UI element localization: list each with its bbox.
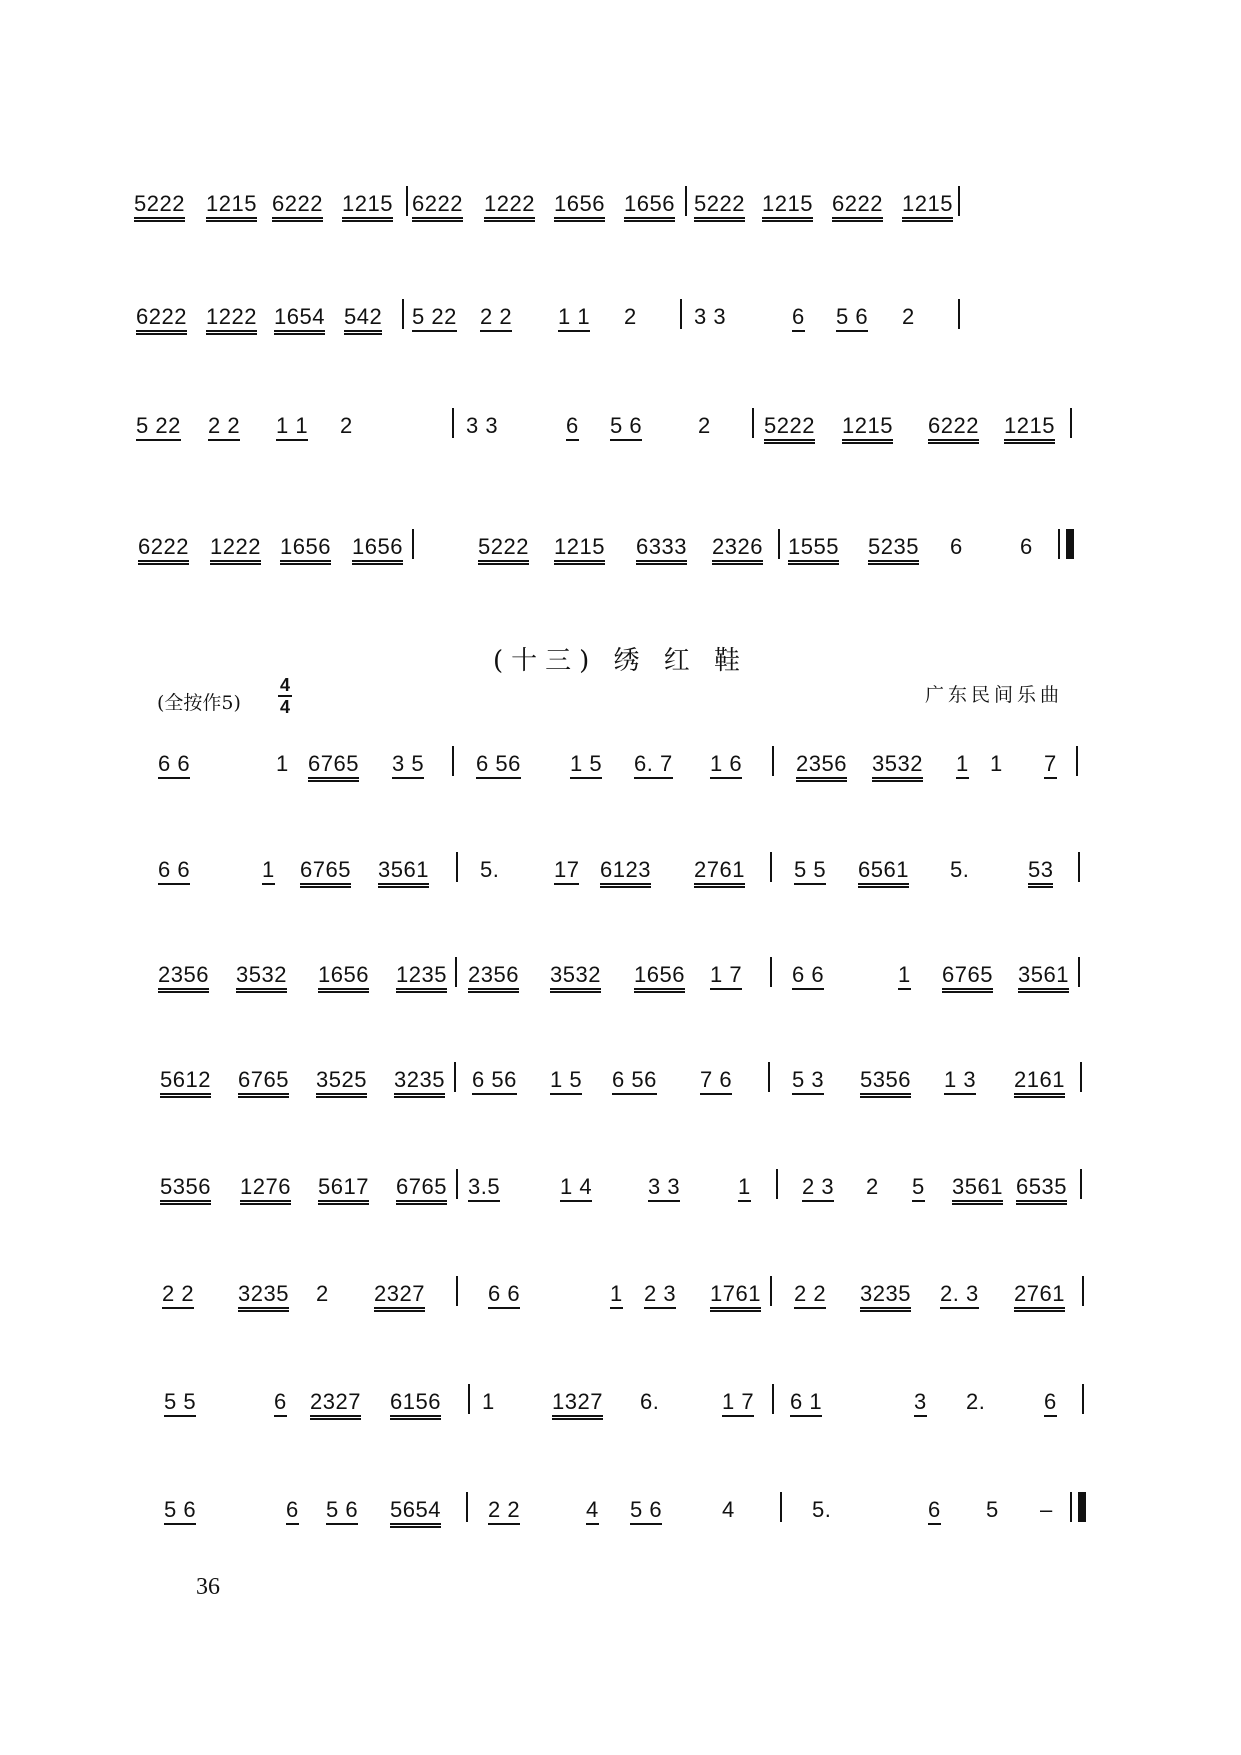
note-group: 3 3 — [694, 304, 727, 329]
note-group: 6. — [640, 1389, 660, 1414]
notation-line — [150, 752, 1090, 792]
note-group: 2761 — [1014, 1282, 1065, 1312]
note-group: 53 — [1028, 858, 1053, 888]
note-group: 6 1 — [790, 1390, 822, 1417]
note-group: 6. 7 — [634, 752, 673, 779]
note-group: 1215 — [554, 535, 605, 565]
note-group: 1 4 — [560, 1175, 592, 1202]
note-group: 3525 — [316, 1068, 367, 1098]
note-group: 5222 — [134, 192, 185, 222]
note-group: 1 — [610, 1282, 623, 1309]
bar-line — [770, 852, 772, 882]
note-group: 5222 — [478, 535, 529, 565]
note-group: 6222 — [138, 535, 189, 565]
note-group: 5 5 — [794, 858, 826, 885]
bar-line — [1076, 746, 1078, 776]
note-group: 3 3 — [648, 1175, 680, 1202]
bar-line — [455, 957, 457, 987]
notation-line — [150, 1498, 1090, 1538]
note-group: 2 2 — [162, 1282, 194, 1309]
note-group: 2 — [902, 304, 915, 329]
note-group: 4 — [586, 1498, 599, 1525]
note-group: 3 3 — [466, 413, 499, 438]
note-group: 6 56 — [612, 1068, 657, 1095]
note-group: 1 1 — [558, 305, 590, 332]
note-group: 3532 — [872, 752, 923, 782]
note-group: 6765 — [300, 858, 351, 888]
note-group: 7 — [1044, 752, 1057, 779]
bar-line — [680, 299, 682, 329]
bar-line — [468, 1384, 470, 1414]
note-group: 1656 — [554, 192, 605, 222]
note-group: 1654 — [274, 305, 325, 335]
composer-credit: 广东民间乐曲 — [924, 684, 1063, 706]
note-group: 2327 — [310, 1390, 361, 1420]
note-group: 1222 — [484, 192, 535, 222]
note-group: 6535 — [1016, 1175, 1067, 1205]
note-group: 2 2 — [794, 1282, 826, 1309]
note-group: 1276 — [240, 1175, 291, 1205]
note-group: 2356 — [796, 752, 847, 782]
bar-line — [776, 1169, 778, 1199]
note-group: 5 — [912, 1175, 925, 1202]
note-group: 5 3 — [792, 1068, 824, 1095]
note-group: 6561 — [858, 858, 909, 888]
note-group: 5356 — [160, 1175, 211, 1205]
note-group: 2 — [340, 413, 353, 438]
note-group: 3561 — [952, 1175, 1003, 1205]
note-group: 1 — [738, 1175, 751, 1202]
bar-line — [406, 186, 408, 216]
note-group: 1327 — [552, 1390, 603, 1420]
note-group: 6222 — [832, 192, 883, 222]
note-group: 6 56 — [472, 1068, 517, 1095]
note-group: 5 6 — [630, 1498, 662, 1525]
note-group: 5654 — [390, 1498, 441, 1528]
note-group: 1215 — [762, 192, 813, 222]
note-group: 1656 — [280, 535, 331, 565]
note-group: 1222 — [206, 305, 257, 335]
note-group: 2 2 — [488, 1498, 520, 1525]
note-group: 1215 — [206, 192, 257, 222]
note-group: 5 6 — [610, 414, 642, 441]
bar-line — [780, 1492, 782, 1522]
bar-line — [958, 299, 960, 329]
note-group: 1 — [956, 752, 969, 779]
note-group: 6 56 — [476, 752, 521, 779]
note-group: 6 — [928, 1498, 941, 1525]
note-group: 3235 — [238, 1282, 289, 1312]
note-group: 5. — [812, 1497, 832, 1522]
note-group: 1 — [990, 751, 1003, 776]
final-bar-line — [1066, 529, 1074, 559]
note-group: – — [1040, 1497, 1053, 1522]
bar-line — [770, 957, 772, 987]
note-group: 3235 — [860, 1282, 911, 1312]
note-group: 5235 — [868, 535, 919, 565]
note-group: 3 — [914, 1390, 927, 1417]
note-group: 2327 — [374, 1282, 425, 1312]
notation-line — [134, 191, 1090, 232]
bar-line — [1080, 1169, 1082, 1199]
time-signature-numerator: 4 — [280, 675, 291, 695]
note-group: 1 6 — [710, 752, 742, 779]
bar-line — [772, 746, 774, 776]
note-group: 1215 — [842, 414, 893, 444]
note-group: 5617 — [318, 1175, 369, 1205]
note-group: 2356 — [468, 963, 519, 993]
note-group: 6765 — [238, 1068, 289, 1098]
note-group: 1 5 — [550, 1068, 582, 1095]
note-group: 5 — [986, 1497, 999, 1522]
note-group: 3.5 — [468, 1175, 500, 1202]
bar-line — [454, 1062, 456, 1092]
note-group: 6222 — [412, 192, 463, 222]
bar-line — [1078, 852, 1080, 882]
note-group: 6765 — [942, 963, 993, 993]
note-group: 1656 — [624, 192, 675, 222]
note-group: 6 — [1044, 1390, 1057, 1417]
note-group: 6765 — [396, 1175, 447, 1205]
note-group: 1215 — [902, 192, 953, 222]
note-group: 6 — [792, 305, 805, 332]
time-signature — [278, 675, 292, 717]
note-group: 1 7 — [722, 1390, 754, 1417]
note-group: 5222 — [694, 192, 745, 222]
note-group: 6 — [950, 534, 963, 559]
note-group: 6123 — [600, 858, 651, 888]
bar-line — [456, 1276, 458, 1306]
time-signature-denominator: 4 — [280, 697, 291, 717]
note-group: 6222 — [928, 414, 979, 444]
note-group: 5356 — [860, 1068, 911, 1098]
note-group: 6222 — [136, 305, 187, 335]
note-group: 1215 — [1004, 414, 1055, 444]
bar-line — [778, 529, 780, 559]
bar-line — [1082, 1384, 1084, 1414]
note-group: 1761 — [710, 1282, 761, 1312]
bar-line — [1078, 957, 1080, 987]
note-group: 3235 — [394, 1068, 445, 1098]
note-group: 2 — [316, 1281, 329, 1306]
bar-line — [456, 1169, 458, 1199]
note-group: 2761 — [694, 858, 745, 888]
piece-title: (十三) 绣 红 鞋 — [492, 646, 749, 676]
bar-line — [770, 1276, 772, 1306]
note-group: 6 — [286, 1498, 299, 1525]
bar-line — [772, 1384, 774, 1414]
note-group: 5 6 — [836, 305, 868, 332]
note-group: 1656 — [634, 963, 685, 993]
note-group: 3532 — [550, 963, 601, 993]
note-group: 2 — [624, 304, 637, 329]
notation-line — [138, 534, 1090, 575]
notation-line — [150, 858, 1090, 898]
bar-line — [412, 529, 414, 559]
final-bar-line — [1078, 1492, 1086, 1522]
note-group: 1 — [262, 858, 275, 885]
note-group: 5 6 — [326, 1498, 358, 1525]
note-group: 2 2 — [480, 305, 512, 332]
note-group: 1 1 — [276, 414, 308, 441]
bar-line — [1082, 1276, 1084, 1306]
notation-line — [136, 304, 1090, 345]
note-group: 6 6 — [488, 1282, 520, 1309]
note-group: 5 6 — [164, 1498, 196, 1525]
bar-line — [452, 746, 454, 776]
note-group: 5612 — [160, 1068, 211, 1098]
note-group: 5. — [950, 857, 970, 882]
note-group: 1235 — [396, 963, 447, 993]
note-group: 1 — [898, 963, 911, 990]
note-group: 2 3 — [644, 1282, 676, 1309]
note-group: 1555 — [788, 535, 839, 565]
bar-line — [456, 852, 458, 882]
note-group: 7 6 — [700, 1068, 732, 1095]
note-group: 6 — [566, 414, 579, 441]
note-group: 1222 — [210, 535, 261, 565]
note-group: 3 5 — [392, 752, 424, 779]
notation-line — [150, 1068, 1090, 1108]
note-group: 6333 — [636, 535, 687, 565]
note-group: 1 5 — [570, 752, 602, 779]
notation-line — [150, 1175, 1090, 1215]
note-group: 1 — [276, 751, 289, 776]
note-group: 2161 — [1014, 1068, 1065, 1098]
note-group: 6 — [274, 1390, 287, 1417]
bar-line — [402, 299, 404, 329]
note-group: 5222 — [764, 414, 815, 444]
note-group: 1656 — [318, 963, 369, 993]
bar-line — [452, 408, 454, 438]
note-group: 4 — [722, 1497, 735, 1522]
note-group: 6 6 — [792, 963, 824, 990]
note-group: 2. 3 — [940, 1282, 979, 1309]
note-group: 2 3 — [802, 1175, 834, 1202]
note-group: 1 7 — [710, 963, 742, 990]
note-group: 542 — [344, 305, 382, 335]
bar-line — [685, 186, 687, 216]
bar-line — [1070, 408, 1072, 438]
note-group: 17 — [554, 858, 579, 885]
note-group: 6156 — [390, 1390, 441, 1420]
note-group: 6222 — [272, 192, 323, 222]
note-group: 5 5 — [164, 1390, 196, 1417]
note-group: 1656 — [352, 535, 403, 565]
note-group: 1 3 — [944, 1068, 976, 1095]
bar-line — [752, 408, 754, 438]
note-group: 6 6 — [158, 752, 190, 779]
note-group: 2 — [698, 413, 711, 438]
note-group: 2 2 — [208, 414, 240, 441]
note-group: 1215 — [342, 192, 393, 222]
note-group: 6765 — [308, 752, 359, 782]
notation-line — [150, 1390, 1090, 1430]
note-group: 5 22 — [412, 305, 457, 332]
note-group: 2326 — [712, 535, 763, 565]
note-group: 2. — [966, 1389, 986, 1414]
bar-line — [466, 1492, 468, 1522]
page-number: 36 — [196, 1574, 220, 1600]
note-group: 3532 — [236, 963, 287, 993]
notation-line — [150, 1282, 1090, 1322]
note-group: 1 — [482, 1389, 495, 1414]
note-group: 6 6 — [158, 858, 190, 885]
notation-line — [136, 413, 1090, 454]
note-group: 3561 — [1018, 963, 1069, 993]
note-group: 5 22 — [136, 414, 181, 441]
key-signature: (全按作5) — [157, 692, 241, 714]
note-group: 2 — [866, 1174, 879, 1199]
note-group: 3561 — [378, 858, 429, 888]
bar-line — [768, 1062, 770, 1092]
notation-line — [150, 963, 1090, 1003]
note-group: 5. — [480, 857, 500, 882]
bar-line — [1080, 1062, 1082, 1092]
note-group: 6 — [1020, 534, 1033, 559]
note-group: 2356 — [158, 963, 209, 993]
bar-line — [958, 186, 960, 216]
